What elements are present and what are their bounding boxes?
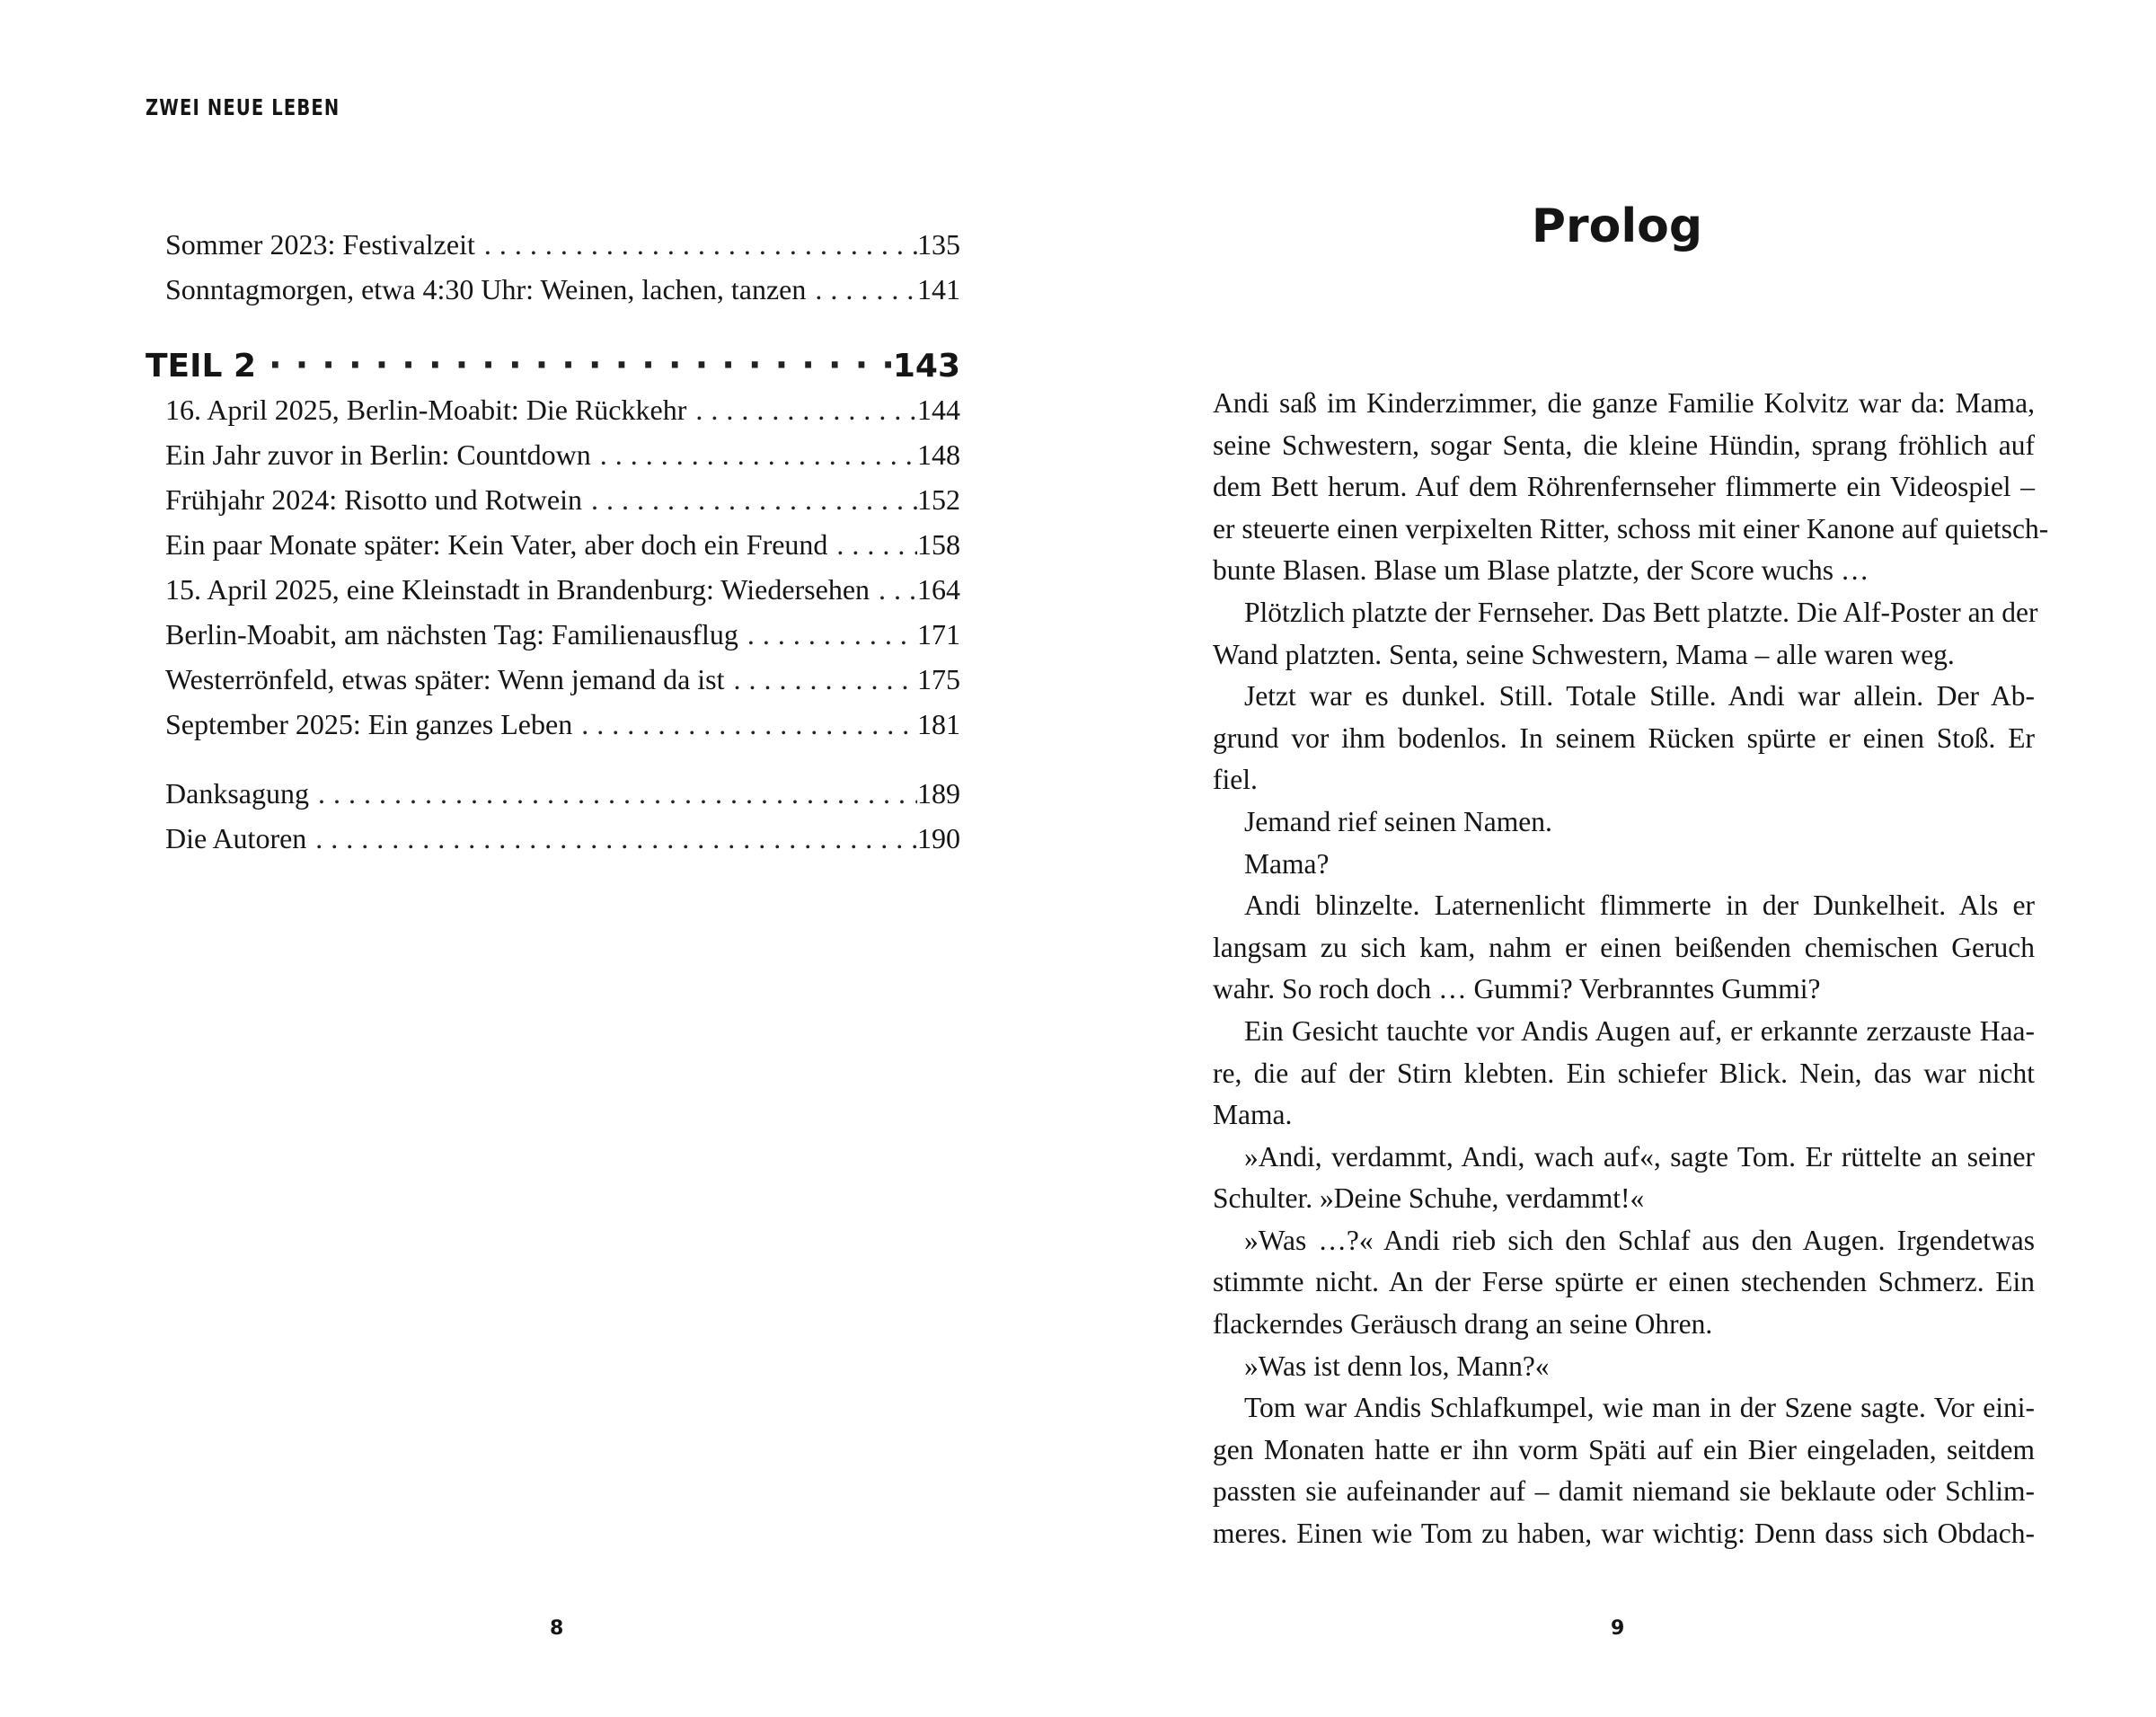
- toc-leader-dots: [572, 708, 917, 741]
- text-line: passten sie aufeinander auf – damit niemand sie beklaute oder Schlim-: [1213, 1475, 2035, 1508]
- toc-entry-title: Die Autoren: [165, 822, 307, 854]
- text-line: Schulter. »Deine Schuhe, verdammt!«: [1213, 1182, 1645, 1215]
- toc-leader-dots: [309, 777, 917, 810]
- text-line: Andi blinzelte. Laternenlicht flimmerte in der Dunkelheit. Als er: [1244, 889, 2035, 922]
- toc-entry[interactable]: [165, 273, 960, 318]
- toc-entry-page: 158: [917, 528, 960, 561]
- toc-entry[interactable]: [165, 528, 960, 573]
- toc-leader-dots: [582, 483, 917, 517]
- toc-entry-title: Berlin-Moabit, am nächsten Tag: Familienausflug: [165, 618, 738, 651]
- toc-entry-title: Westerrönfeld, etwas später: Wenn jemand da ist: [165, 663, 725, 695]
- text-line: re, die auf der Stirn klebten. Ein schiefer Blick. Nein, das war nicht: [1213, 1057, 2035, 1089]
- page-number-right: 9: [1611, 1617, 1625, 1640]
- text-line: bunte Blasen. Blase um Blase platzte, der Score wuchs …: [1213, 554, 1869, 587]
- toc-entry-title: Ein paar Monate später: Kein Vater, aber doch ein Freund: [165, 528, 828, 561]
- toc-part-page: 143: [892, 348, 960, 385]
- toc-leader-dots: [306, 822, 917, 855]
- text-line: stimmte nicht. An der Ferse spürte er einen stechenden Schmerz. Ein: [1213, 1266, 2035, 1298]
- toc-entry-page: 152: [917, 483, 960, 516]
- toc-entry[interactable]: [165, 573, 960, 618]
- toc-entry[interactable]: [165, 618, 960, 663]
- toc-entry[interactable]: [165, 777, 960, 822]
- text-line: Mama?: [1244, 847, 1330, 880]
- toc-leader-dots: [725, 663, 918, 696]
- toc-entry-title: Sommer 2023: Festivalzeit: [165, 228, 475, 261]
- toc-entry-title: 15. April 2025, eine Kleinstadt in Brandenburg: Wiedersehen: [165, 573, 870, 606]
- page-number-left: 8: [550, 1617, 564, 1640]
- toc-entry-title: Danksagung: [165, 777, 309, 810]
- toc-leader-dots: [591, 438, 917, 472]
- toc-entry-title: Sonntagmorgen, etwa 4:30 Uhr: Weinen, lachen, tanzen: [165, 273, 807, 305]
- toc-entry[interactable]: [165, 663, 960, 708]
- text-line: flackerndes Geräusch drang an seine Ohren.: [1213, 1308, 1713, 1341]
- toc-entry-page: 189: [917, 777, 960, 810]
- toc-leader-dots: [738, 618, 917, 651]
- toc-entry-page: 135: [917, 228, 960, 261]
- toc-entry[interactable]: [165, 708, 960, 753]
- text-line: Tom war Andis Schlafkumpel, wie man in der Szene sagte. Vor eini-: [1244, 1392, 2035, 1424]
- toc-leader-dots: [827, 528, 917, 562]
- toc-entry[interactable]: [165, 228, 960, 273]
- text-line: langsam zu sich kam, nahm er einen beißenden chemischen Geruch: [1213, 931, 2035, 963]
- text-line: »Was ist denn los, Mann?«: [1244, 1350, 1550, 1382]
- toc-entry-page: 190: [917, 822, 960, 854]
- toc-entry[interactable]: [165, 438, 960, 483]
- toc-entry-page: 171: [917, 618, 960, 651]
- toc-entry[interactable]: [165, 483, 960, 528]
- toc-leader-dots: [806, 273, 917, 306]
- prolog-text: [1213, 383, 2049, 1555]
- text-line: Jetzt war es dunkel. Still. Totale Stille. Andi war allein. Der Ab-: [1244, 680, 2035, 712]
- chapter-title: Prolog: [1531, 199, 1703, 253]
- toc-entry-title: Ein Jahr zuvor in Berlin: Countdown: [165, 438, 591, 471]
- toc-entry-title: September 2025: Ein ganzes Leben: [165, 708, 573, 740]
- text-line: Mama.: [1213, 1099, 1293, 1131]
- toc-entry[interactable]: [165, 822, 960, 867]
- text-line: Ein Gesicht tauchte vor Andis Augen auf, er erkannte zerzauste Haa-: [1244, 1014, 2035, 1047]
- text-line: Wand platzten. Senta, seine Schwestern, Mama – alle waren weg.: [1213, 638, 1955, 670]
- text-line: wahr. So roch doch … Gummi? Verbranntes Gummi?: [1213, 973, 1821, 1005]
- text-line: grund vor ihm bodenlos. In seinem Rücken spürte er einen Stoß. Er: [1213, 721, 2035, 754]
- toc-leader-dots: [870, 573, 917, 606]
- toc-part-heading[interactable]: [146, 345, 960, 390]
- toc-entry-title: 16. April 2025, Berlin-Moabit: Die Rückkehr: [165, 394, 687, 426]
- toc-leader-dots: [686, 394, 917, 427]
- text-line: Jemand rief seinen Namen.: [1244, 805, 1552, 837]
- text-line: meres. Einen wie Tom zu haben, war wichtig: Denn dass sich Obdach-: [1213, 1518, 2035, 1550]
- toc-entry-page: 175: [917, 663, 960, 695]
- text-line: dem Bett herum. Auf dem Röhrenfernseher flimmerte ein Videospiel –: [1213, 471, 2035, 503]
- toc-part-title: TEIL 2: [146, 348, 257, 385]
- toc-entry-page: 141: [917, 273, 960, 305]
- toc-entry-page: 164: [917, 573, 960, 606]
- toc-entry-title: Frühjahr 2024: Risotto und Rotwein: [165, 483, 582, 516]
- text-line: Andi saß im Kinderzimmer, die ganze Familie Kolvitz war da: Mama,: [1213, 387, 2035, 419]
- toc-leader-dots: [475, 228, 917, 261]
- text-line: seine Schwestern, sogar Senta, die kleine Hündin, sprang fröhlich auf: [1213, 429, 2035, 461]
- text-line: »Andi, verdammt, Andi, wach auf«, sagte Tom. Er rüttelte an seiner: [1244, 1140, 2035, 1173]
- text-line: fiel.: [1213, 764, 1258, 796]
- toc-entry-page: 148: [917, 438, 960, 471]
- text-line: gen Monaten hatte er ihn vorm Späti auf ein Bier eingeladen, seitdem: [1213, 1433, 2035, 1465]
- text-line: Plötzlich platzte der Fernseher. Das Bett platzte. Die Alf-Poster an der: [1244, 596, 2038, 628]
- text-line: »Was …?« Andi rieb sich den Schlaf aus den Augen. Irgendetwas: [1244, 1224, 2035, 1256]
- toc-leader-dots: [256, 345, 893, 385]
- running-head: ZWEI NEUE LEBEN: [146, 94, 340, 120]
- toc-entry[interactable]: [165, 394, 960, 438]
- toc-entry-page: 144: [917, 394, 960, 426]
- toc-entry-page: 181: [917, 708, 960, 740]
- text-line: er steuerte einen verpixelten Ritter, schoss mit einer Kanone auf quietsch-: [1213, 512, 2049, 544]
